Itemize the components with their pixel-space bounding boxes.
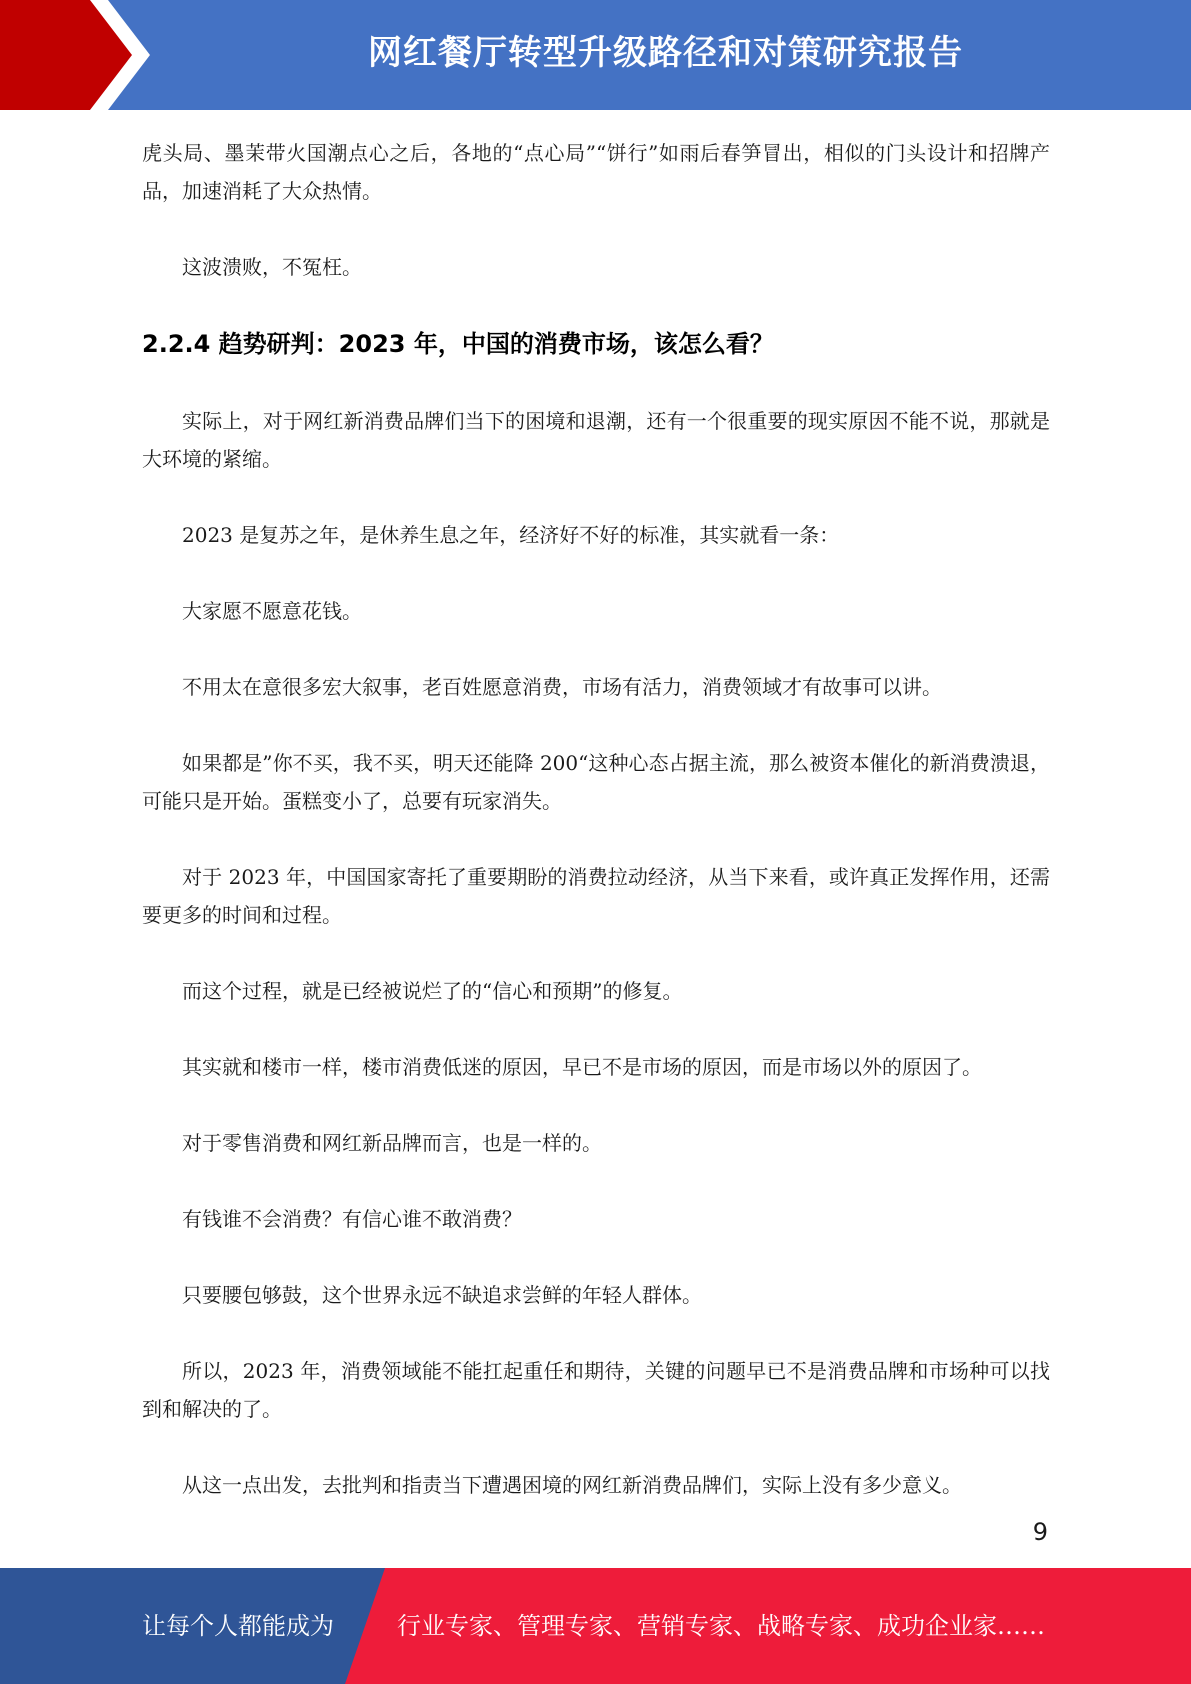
paragraph: 对于零售消费和网红新品牌而言，也是一样的。 <box>182 1131 602 1155</box>
footer-slogan-left: 让每个人都能成为 <box>142 1612 334 1640</box>
paragraph: 实际上，对于网红新消费品牌们当下的困境和退潮，还有一个很重要的现实原因不能不说，那就是大环境的紧缩。 <box>142 409 1050 471</box>
paragraph: 这波溃败，不冤枉。 <box>182 255 362 279</box>
document-title: 网红餐厅转型升级路径和对策研究报告 <box>368 33 963 73</box>
paragraph: 对于 2023 年，中国国家寄托了重要期盼的消费拉动经济，从当下来看，或许真正发挥作用，还需要更多的时间和过程。 <box>142 865 1050 927</box>
page-content <box>142 134 1050 1542</box>
paragraph: 只要腰包够鼓，这个世界永远不缺追求尝鲜的年轻人群体。 <box>182 1283 702 1307</box>
paragraph: 如果都是”你不买，我不买，明天还能降 200“这种心态占据主流，那么被资本催化的新消费溃退，可能只是开始。蛋糕变小了，总要有玩家消失。 <box>142 751 1050 813</box>
paragraph: 其实就和楼市一样，楼市消费低迷的原因，早已不是市场的原因，而是市场以外的原因了。 <box>182 1055 982 1079</box>
footer-slogan-right: 行业专家、管理专家、营销专家、战略专家、成功企业家…… <box>397 1612 1045 1640</box>
paragraph: 所以，2023 年，消费领域能不能扛起重任和期待，关键的问题早已不是消费品牌和市场种可以找到和解决的了。 <box>142 1359 1050 1421</box>
paragraph: 大家愿不愿意花钱。 <box>182 599 362 623</box>
paragraph: 而这个过程，就是已经被说烂了的“信心和预期”的修复。 <box>182 979 683 1003</box>
page-header <box>0 0 1191 110</box>
paragraph: 不用太在意很多宏大叙事，老百姓愿意消费，市场有活力，消费领域才有故事可以讲。 <box>182 675 942 699</box>
page-number: 9 <box>1032 1518 1048 1546</box>
page-footer <box>0 1568 1191 1684</box>
continuation-paragraph: 虎头局、墨茉带火国潮点心之后，各地的“点心局”“饼行”如雨后春笋冒出，相似的门头设计和招牌产品，加速消耗了大众热情。 <box>142 141 1050 203</box>
section-heading: 2.2.4 趋势研判：2023 年，中国的消费市场，该怎么看？ <box>142 330 774 358</box>
paragraph: 有钱谁不会消费？有信心谁不敢消费？ <box>182 1207 522 1231</box>
header-red-arrow <box>0 0 150 110</box>
paragraph: 从这一点出发，去批判和指责当下遭遇困境的网红新消费品牌们，实际上没有多少意义。 <box>182 1473 962 1497</box>
paragraph: 2023 是复苏之年，是休养生息之年，经济好不好的标准，其实就看一条： <box>182 523 840 547</box>
